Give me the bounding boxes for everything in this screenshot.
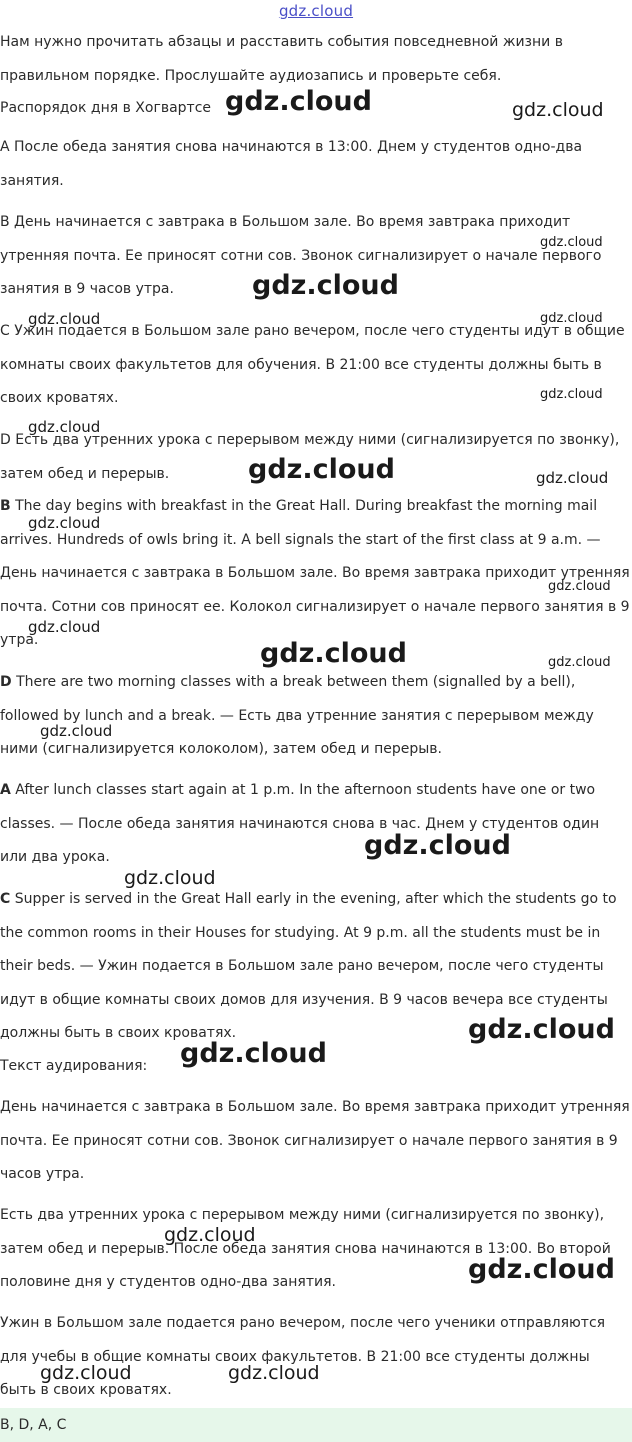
watermark: gdz.cloud (536, 469, 609, 487)
watermark: gdz.cloud (164, 1224, 256, 1246)
watermark: gdz.cloud (512, 99, 604, 121)
watermark: gdz.cloud (28, 310, 101, 328)
watermark: gdz.cloud (40, 1362, 132, 1384)
site-logo[interactable]: gdz.cloud (278, 2, 354, 20)
watermark: gdz.cloud (225, 86, 372, 117)
listening-title: Текст аудирования: (0, 1058, 148, 1074)
paragraph-letter: C (0, 891, 11, 907)
paragraph-a-en (0, 774, 630, 875)
answer-box: B, D, A, C (0, 1408, 632, 1442)
paragraph-c-ru: C Ужин подается в Большом зале рано вечером, после чего студенты идут в общие комнаты своих факультетов для обучения. В 21:00 все студенты должны быть в своих кроватях. (0, 323, 625, 406)
task-text: Нам нужно прочитать абзацы и расставить события повседневной жизни в правильном порядке. Прослушайте аудиозапись и проверьте себя. (0, 34, 563, 84)
watermark: gdz.cloud (468, 1254, 615, 1285)
heading-text: Распорядок дня в Хогвартсе (0, 100, 211, 116)
paragraph-d-ru: D Есть два утренних урока с перерывом между ними (сигнализируется по звонку), затем обед и перерыв. (0, 432, 620, 482)
listening-paragraph: День начинается с завтрака в Большом зале. Во время завтрака приходит утренняя почта. Ее приносят сотни сов. Звонок сигнализирует о начале первого занятия в 9 часов утра. (0, 1099, 630, 1182)
watermark: gdz.cloud (548, 579, 611, 594)
watermark: gdz.cloud (548, 655, 611, 670)
watermark: gdz.cloud (540, 235, 603, 250)
watermark: gdz.cloud (468, 1014, 615, 1045)
watermark: gdz.cloud (260, 638, 407, 669)
watermark: gdz.cloud (228, 1362, 320, 1384)
paragraph-d-en (0, 666, 630, 767)
watermark: gdz.cloud (28, 514, 101, 532)
paragraph-a-ru: A После обеда занятия снова начинаются в 13:00. Днем у студентов одно-два занятия. (0, 139, 583, 189)
paragraph-b-ru: B День начинается с завтрака в Большом зале. Во время завтрака приходит утренняя почта. Ее приносят сотни сов. Звонок сигнализирует о начале первого занятия в 9 часов утра. (0, 214, 602, 297)
watermark: gdz.cloud (540, 387, 603, 402)
paragraph-letter: D (0, 674, 12, 690)
watermark: gdz.cloud (252, 270, 399, 301)
paragraph-text: Supper is served in the Great Hall early in the evening, after which the students go to the common rooms in their Houses for studying. At 9 p.m. all the students must be in their beds. — Ужин подается в Большом зале рано вечером, после чего студенты идут в общие комнаты своих домов для изучения. В 9 часов вечера все студенты должны быть в своих кроватях. (0, 891, 617, 1041)
watermark: gdz.cloud (28, 418, 101, 436)
watermark: gdz.cloud (40, 722, 113, 740)
watermark: gdz.cloud (180, 1038, 327, 1069)
listening-paragraph: Ужин в Большом зале подается рано вечером, после чего ученики отправляются для учебы в общие комнаты своих факультетов. В 21:00 все студенты должны быть в своих кроватях. (0, 1315, 606, 1398)
paragraph-text: The day begins with breakfast in the Great Hall. During breakfast the morning mail arrives. Hundreds of owls bring it. A bell signals the start of the first class at 9 a.m. — День начинается с завтрака в Большом зале. Во время завтрака приходит утренняя почта. Сотни сов приносят ее. Колокол сигнализирует о начале первого занятия в 9 утра. (0, 498, 630, 648)
paragraph-text: There are two morning classes with a break between them (signalled by a bell), followed by lunch and a break. — Есть два утренние занятия с перерывом между ними (сигнализируется колоколом), затем обед и перерыв. (0, 674, 594, 757)
paragraph-text: After lunch classes start again at 1 p.m. In the afternoon students have one or two classes. — После обеда занятия начинаются снова в час. Днем у студентов один или два урока. (0, 782, 600, 865)
watermark: gdz.cloud (124, 867, 216, 889)
paragraph-letter: A (0, 782, 11, 798)
watermark: gdz.cloud (248, 454, 395, 485)
watermark: gdz.cloud (364, 830, 511, 861)
listening-paragraph: Есть два утренних урока с перерывом между ними (сигнализируется по звонку), затем обед и перерыв. После обеда занятия снова начинаются в 13:00. Во второй половине дня у студентов одно-два занятия. (0, 1207, 611, 1290)
watermark: gdz.cloud (28, 618, 101, 636)
paragraph-letter: B (0, 498, 11, 514)
watermark: gdz.cloud (540, 311, 603, 326)
